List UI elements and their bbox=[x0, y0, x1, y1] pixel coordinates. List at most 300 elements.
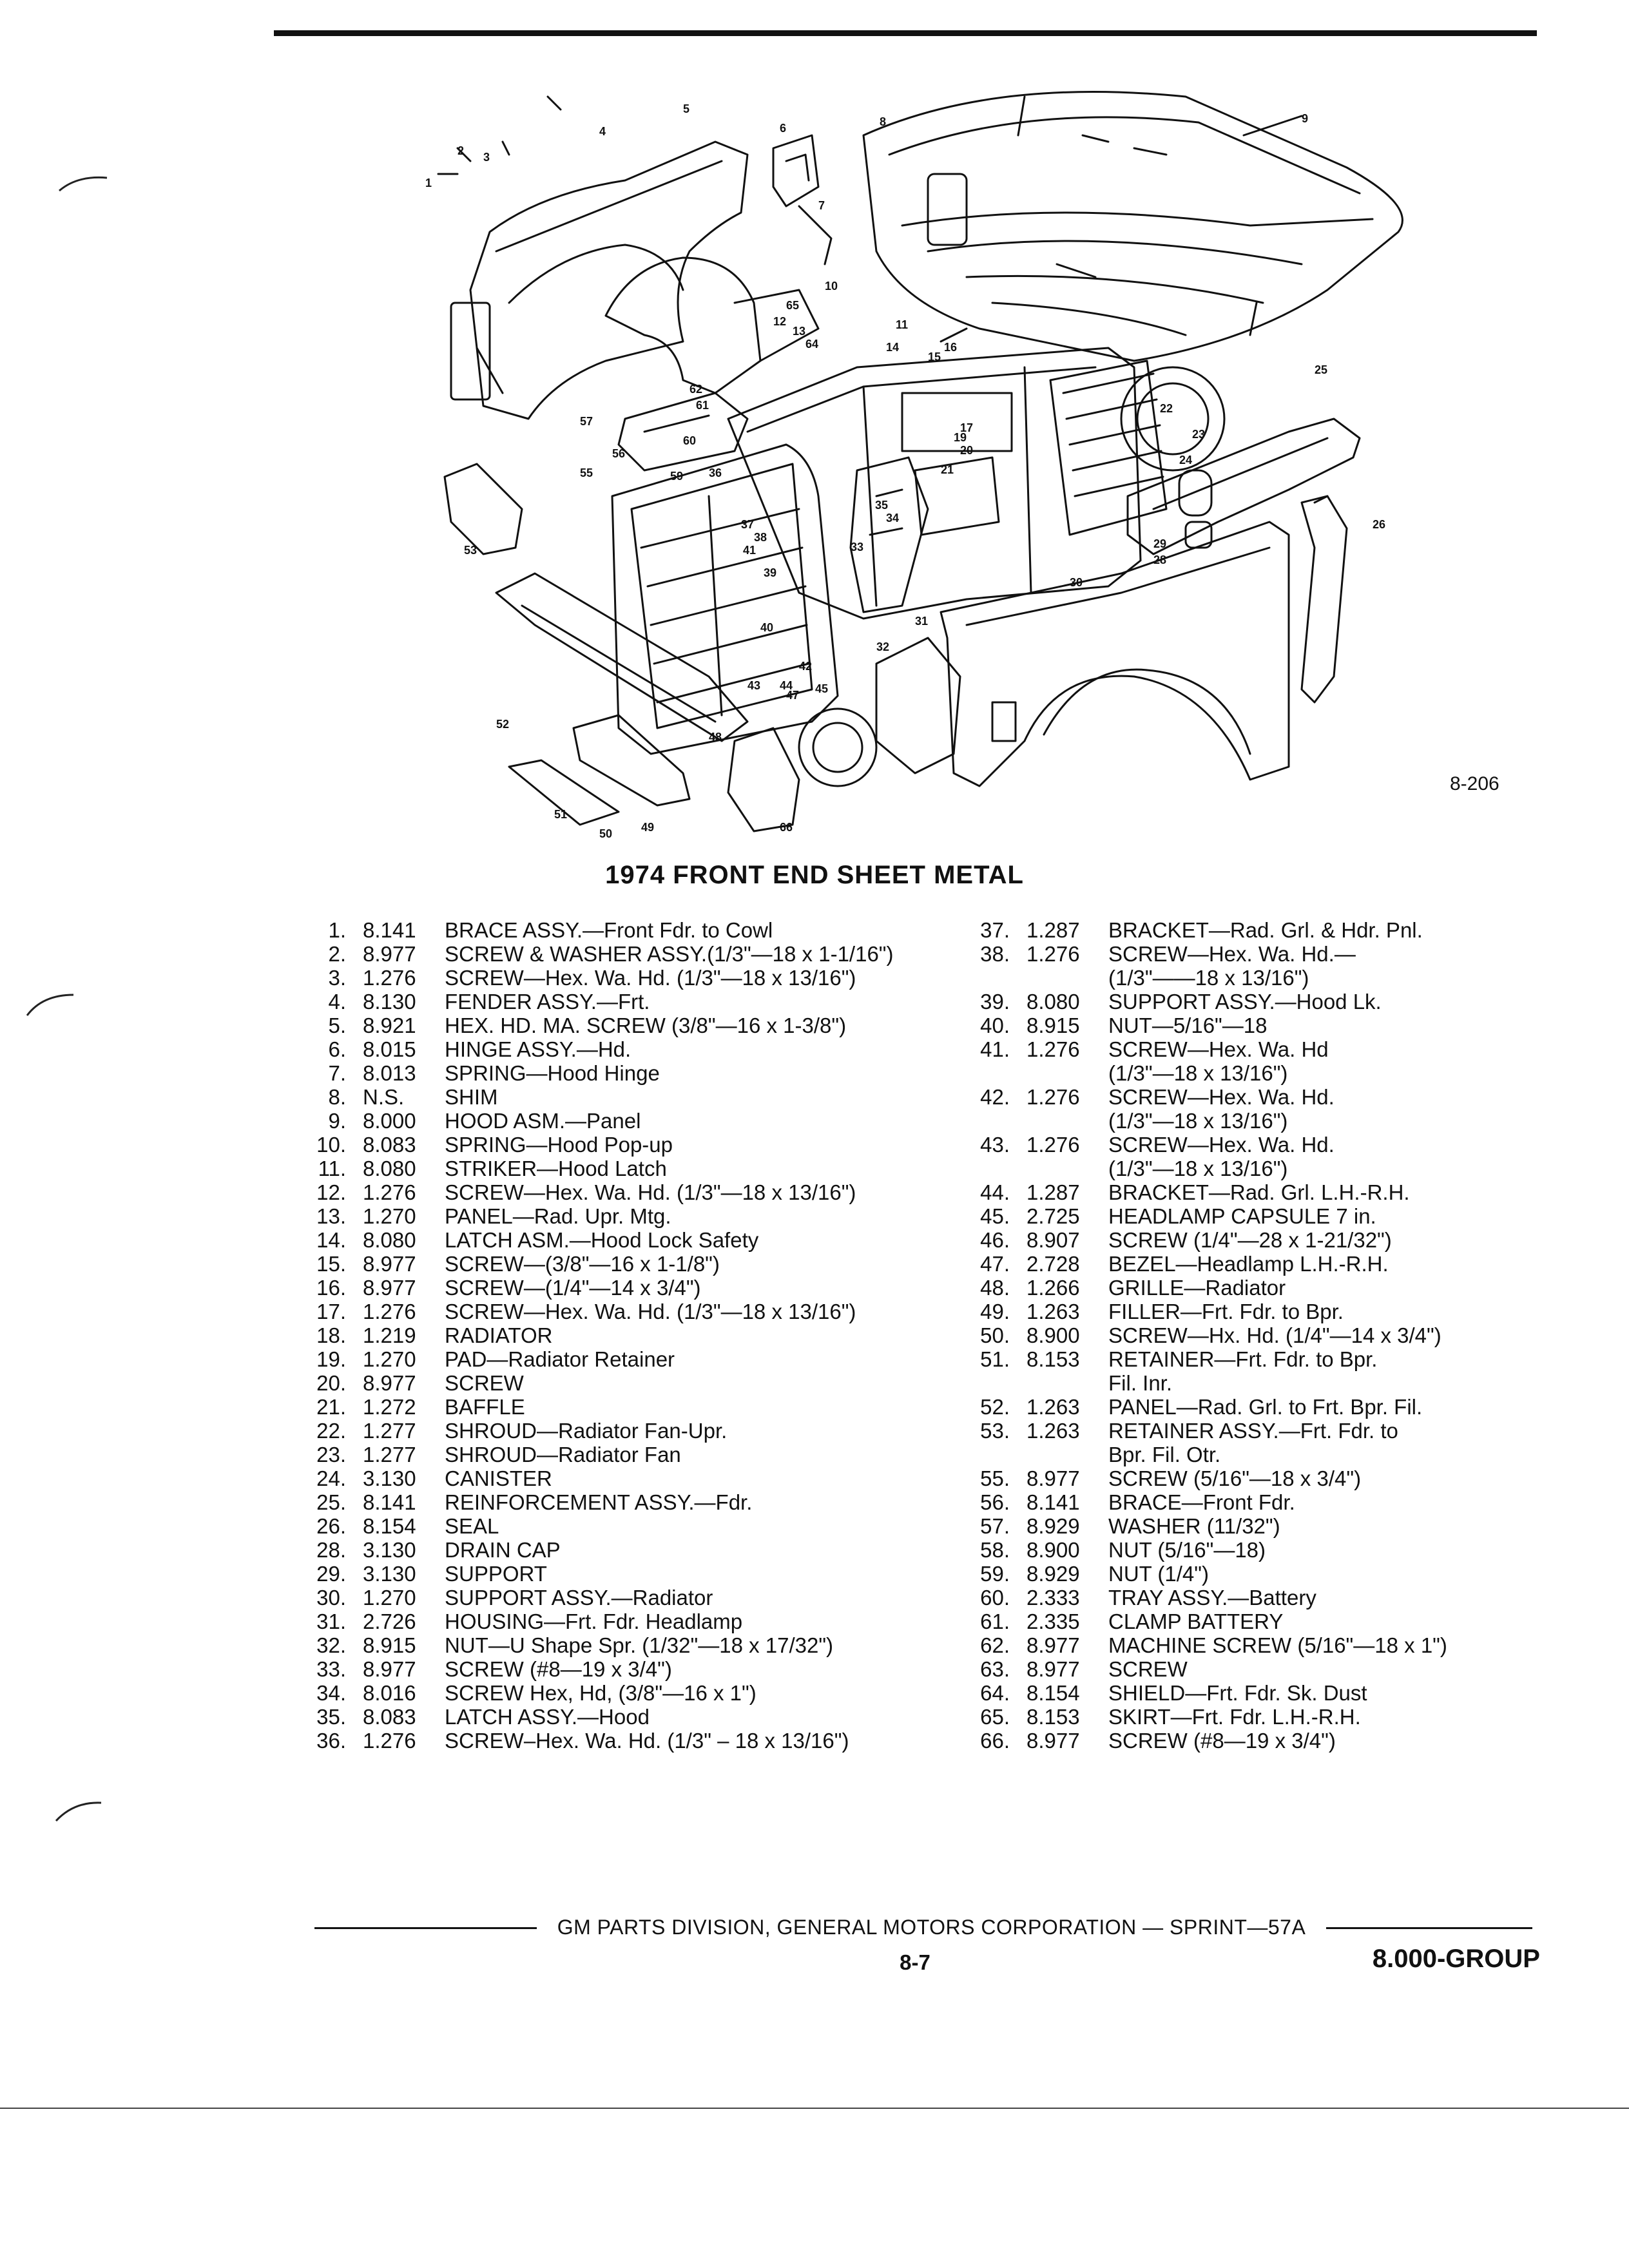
item-number: 65. bbox=[980, 1705, 1010, 1729]
item-number: 46. bbox=[980, 1228, 1010, 1252]
part-description: STRIKER—Hood Latch bbox=[445, 1157, 667, 1180]
item-number: 17. bbox=[316, 1300, 346, 1323]
item-number: 62. bbox=[980, 1633, 1010, 1657]
svg-text:44: 44 bbox=[780, 679, 793, 692]
svg-text:41: 41 bbox=[743, 544, 757, 557]
item-number: 36. bbox=[316, 1729, 346, 1753]
part-group-code: 8.080 bbox=[363, 1228, 416, 1252]
item-number: 52. bbox=[980, 1395, 1010, 1419]
part-description: LATCH ASM.—Hood Lock Safety bbox=[445, 1228, 759, 1252]
svg-text:38: 38 bbox=[754, 531, 767, 544]
item-number: 32. bbox=[316, 1633, 346, 1657]
part-description: BRACE ASSY.—Front Fdr. to Cowl bbox=[445, 918, 773, 942]
part-description: SHIELD—Frt. Fdr. Sk. Dust bbox=[1108, 1681, 1367, 1705]
svg-text:1: 1 bbox=[425, 177, 432, 189]
item-number: 7. bbox=[328, 1061, 346, 1085]
part-group-code: 1.263 bbox=[1027, 1419, 1080, 1443]
margin-mark bbox=[58, 174, 110, 193]
item-number: 18. bbox=[316, 1323, 346, 1347]
part-description: REINFORCEMENT ASSY.—Fdr. bbox=[445, 1490, 753, 1514]
svg-text:37: 37 bbox=[741, 518, 755, 531]
group-label: 8.000-GROUP bbox=[1372, 1945, 1540, 1973]
item-number: 42. bbox=[980, 1085, 1010, 1109]
part-group-code: 1.276 bbox=[363, 1300, 416, 1323]
item-number: 51. bbox=[980, 1347, 1010, 1371]
svg-text:23: 23 bbox=[1192, 428, 1206, 441]
parts-list-item bbox=[960, 1228, 1540, 1252]
hood-latch-support-illustration bbox=[851, 457, 928, 612]
part-group-code: 1.287 bbox=[1027, 918, 1080, 942]
seal-illustration bbox=[1302, 496, 1347, 702]
part-description: RADIATOR bbox=[445, 1323, 553, 1347]
item-number: 4. bbox=[328, 990, 346, 1014]
parts-list-item bbox=[296, 1252, 941, 1276]
parts-list-item bbox=[960, 1037, 1540, 1085]
part-group-code: 8.080 bbox=[1027, 990, 1080, 1014]
part-group-code: 8.915 bbox=[1027, 1014, 1080, 1037]
svg-text:39: 39 bbox=[764, 566, 777, 579]
part-group-code: 8.977 bbox=[363, 1276, 416, 1300]
part-description: SHROUD—Radiator Fan bbox=[445, 1443, 681, 1466]
parts-list-item bbox=[960, 1466, 1540, 1490]
part-description: FILLER—Frt. Fdr. to Bpr. bbox=[1108, 1300, 1344, 1323]
part-group-code: 8.080 bbox=[363, 1157, 416, 1180]
svg-text:31: 31 bbox=[915, 615, 929, 628]
item-number: 33. bbox=[316, 1657, 346, 1681]
item-number: 61. bbox=[980, 1610, 1010, 1633]
item-number: 15. bbox=[316, 1252, 346, 1276]
svg-text:4: 4 bbox=[599, 125, 606, 138]
part-group-code: 1.272 bbox=[363, 1395, 416, 1419]
parts-list-item bbox=[296, 1419, 941, 1443]
part-group-code: 1.277 bbox=[363, 1443, 416, 1466]
svg-text:53: 53 bbox=[464, 544, 477, 557]
part-description: SEAL bbox=[445, 1514, 499, 1538]
parts-list-item bbox=[960, 1180, 1540, 1204]
parts-list-item bbox=[960, 1514, 1540, 1538]
part-group-code: 8.141 bbox=[363, 1490, 416, 1514]
svg-text:30: 30 bbox=[1070, 576, 1083, 589]
item-number: 31. bbox=[316, 1610, 346, 1633]
part-group-code: 1.276 bbox=[1027, 1133, 1080, 1157]
item-number: 21. bbox=[316, 1395, 346, 1419]
parts-list-item bbox=[960, 1562, 1540, 1586]
parts-list-item bbox=[960, 1014, 1540, 1037]
parts-list-item bbox=[960, 1085, 1540, 1133]
part-group-code: 1.276 bbox=[363, 1729, 416, 1753]
svg-text:32: 32 bbox=[876, 640, 890, 653]
part-group-code: 8.083 bbox=[363, 1133, 416, 1157]
part-group-code: 2.333 bbox=[1027, 1586, 1080, 1610]
part-group-code: 2.728 bbox=[1027, 1252, 1080, 1276]
part-group-code: N.S. bbox=[363, 1085, 405, 1109]
svg-text:40: 40 bbox=[760, 621, 774, 634]
parts-list-item bbox=[296, 1443, 941, 1466]
svg-text:50: 50 bbox=[599, 827, 613, 840]
item-number: 25. bbox=[316, 1490, 346, 1514]
svg-text:17: 17 bbox=[960, 421, 974, 434]
parts-list-item bbox=[296, 1729, 941, 1753]
parts-list-item bbox=[296, 1157, 941, 1180]
part-description: SCREW & WASHER ASSY.(1/3"—18 x 1-1/16") bbox=[445, 942, 894, 966]
svg-text:57: 57 bbox=[580, 415, 593, 428]
svg-text:33: 33 bbox=[851, 541, 864, 553]
skirt-illustration bbox=[606, 258, 818, 393]
part-description: GRILLE—Radiator bbox=[1108, 1276, 1286, 1300]
parts-list-item bbox=[960, 1681, 1540, 1705]
part-description: BRACE—Front Fdr. bbox=[1108, 1490, 1295, 1514]
top-rule bbox=[274, 30, 1537, 36]
parts-list-item bbox=[296, 1514, 941, 1538]
end-retainer-illustration bbox=[445, 464, 522, 554]
part-description: NUT (1/4") bbox=[1108, 1562, 1209, 1586]
battery-tray-illustration bbox=[619, 393, 747, 470]
parts-list-item bbox=[960, 1705, 1540, 1729]
part-group-code: 8.907 bbox=[1027, 1228, 1080, 1252]
part-group-code: 1.277 bbox=[363, 1419, 416, 1443]
part-group-code: 8.977 bbox=[1027, 1466, 1080, 1490]
item-number: 2. bbox=[328, 942, 346, 966]
item-number: 41. bbox=[980, 1037, 1010, 1061]
item-number: 45. bbox=[980, 1204, 1010, 1228]
part-group-code: 3.130 bbox=[363, 1466, 416, 1490]
parts-list-item bbox=[960, 1657, 1540, 1681]
parts-list-item bbox=[960, 1300, 1540, 1323]
part-description: NUT (5/16"—18) bbox=[1108, 1538, 1266, 1562]
svg-text:48: 48 bbox=[709, 731, 722, 744]
part-group-code: 8.154 bbox=[1027, 1681, 1080, 1705]
parts-list-item bbox=[960, 1610, 1540, 1633]
parts-list-item bbox=[296, 1538, 941, 1562]
svg-text:24: 24 bbox=[1179, 454, 1193, 466]
parts-list-item bbox=[960, 1323, 1540, 1347]
part-description: SCREW–Hex. Wa. Hd. (1/3" – 18 x 13/16") bbox=[445, 1729, 849, 1753]
item-number: 22. bbox=[316, 1419, 346, 1443]
part-group-code: 8.929 bbox=[1027, 1514, 1080, 1538]
parts-list-item bbox=[296, 1323, 941, 1347]
svg-text:22: 22 bbox=[1160, 402, 1173, 415]
item-number: 55. bbox=[980, 1466, 1010, 1490]
part-group-code: 8.154 bbox=[363, 1514, 416, 1538]
parts-list-item bbox=[960, 918, 1540, 942]
part-description: SCREW—Hex. Wa. Hd.— (1/3"——18 x 13/16") bbox=[1108, 942, 1356, 990]
scan-bottom-rule bbox=[0, 2108, 1629, 2109]
item-number: 48. bbox=[980, 1276, 1010, 1300]
item-number: 44. bbox=[980, 1180, 1010, 1204]
part-description: TRAY ASSY.—Battery bbox=[1108, 1586, 1316, 1610]
parts-list-item bbox=[296, 1490, 941, 1514]
item-number: 49. bbox=[980, 1300, 1010, 1323]
svg-text:66: 66 bbox=[780, 821, 793, 834]
svg-text:28: 28 bbox=[1153, 553, 1167, 566]
item-number: 56. bbox=[980, 1490, 1010, 1514]
parts-list-item bbox=[296, 1466, 941, 1490]
parts-list-item bbox=[296, 1610, 941, 1633]
svg-text:29: 29 bbox=[1153, 537, 1167, 550]
margin-mark bbox=[26, 992, 77, 1018]
parts-list-item bbox=[960, 1204, 1540, 1228]
svg-text:42: 42 bbox=[799, 660, 813, 673]
item-number: 64. bbox=[980, 1681, 1010, 1705]
item-number: 30. bbox=[316, 1586, 346, 1610]
svg-text:21: 21 bbox=[941, 463, 954, 476]
part-description: SHROUD—Radiator Fan-Upr. bbox=[445, 1419, 728, 1443]
item-number: 38. bbox=[980, 942, 1010, 966]
item-number: 29. bbox=[316, 1562, 346, 1586]
parts-list-item bbox=[960, 1395, 1540, 1419]
part-group-code: 8.977 bbox=[363, 1371, 416, 1395]
svg-text:7: 7 bbox=[818, 199, 825, 212]
part-group-code: 8.921 bbox=[363, 1014, 416, 1037]
svg-text:36: 36 bbox=[709, 466, 722, 479]
parts-list-item bbox=[296, 1657, 941, 1681]
item-number: 9. bbox=[328, 1109, 346, 1133]
part-description: SCREW (#8—19 x 3/4") bbox=[1108, 1729, 1336, 1753]
svg-text:20: 20 bbox=[960, 444, 974, 457]
part-description: RETAINER—Frt. Fdr. to Bpr. Fil. Inr. bbox=[1108, 1347, 1378, 1395]
part-description: HEADLAMP CAPSULE 7 in. bbox=[1108, 1204, 1376, 1228]
part-description: SCREW—Hex. Wa. Hd. (1/3"—18 x 13/16") bbox=[445, 966, 856, 990]
figure-number: 8-206 bbox=[1450, 773, 1499, 794]
part-group-code: 8.929 bbox=[1027, 1562, 1080, 1586]
parts-list-item bbox=[296, 1133, 941, 1157]
part-description: HOOD ASM.—Panel bbox=[445, 1109, 641, 1133]
parts-list-item bbox=[296, 1228, 941, 1252]
part-group-code: 8.130 bbox=[363, 990, 416, 1014]
part-group-code: 8.977 bbox=[363, 942, 416, 966]
part-group-code: 8.977 bbox=[1027, 1633, 1080, 1657]
parts-list-item bbox=[296, 918, 941, 942]
part-description: SCREW (1/4"—28 x 1-21/32") bbox=[1108, 1228, 1392, 1252]
parts-list-left bbox=[296, 918, 941, 1753]
parts-list-item bbox=[960, 1729, 1540, 1753]
part-description: SHIM bbox=[445, 1085, 498, 1109]
item-number: 58. bbox=[980, 1538, 1010, 1562]
item-number: 47. bbox=[980, 1252, 1010, 1276]
parts-list-item bbox=[296, 1562, 941, 1586]
part-group-code: 1.270 bbox=[363, 1347, 416, 1371]
svg-text:35: 35 bbox=[875, 499, 889, 512]
item-number: 50. bbox=[980, 1323, 1010, 1347]
parts-list-item bbox=[960, 1133, 1540, 1180]
item-number: 43. bbox=[980, 1133, 1010, 1157]
left-fender-illustration bbox=[451, 142, 747, 419]
parts-list-item bbox=[960, 942, 1540, 990]
part-group-code: 2.725 bbox=[1027, 1204, 1080, 1228]
svg-text:65: 65 bbox=[786, 299, 800, 312]
svg-text:16: 16 bbox=[944, 341, 958, 354]
headlamp-illustration bbox=[728, 638, 960, 831]
item-number: 57. bbox=[980, 1514, 1010, 1538]
svg-text:47: 47 bbox=[786, 689, 800, 702]
part-description: SCREW—Hex. Wa. Hd. (1/3"—18 x 13/16") bbox=[1108, 1085, 1335, 1133]
svg-text:15: 15 bbox=[928, 351, 941, 363]
part-description: CANISTER bbox=[445, 1466, 552, 1490]
item-number: 34. bbox=[316, 1681, 346, 1705]
item-number: 28. bbox=[316, 1538, 346, 1562]
svg-text:43: 43 bbox=[747, 679, 761, 692]
svg-text:34: 34 bbox=[886, 512, 900, 524]
svg-text:25: 25 bbox=[1315, 363, 1328, 376]
part-description: HEX. HD. MA. SCREW (3/8"—16 x 1-3/8") bbox=[445, 1014, 847, 1037]
svg-text:59: 59 bbox=[670, 470, 684, 483]
parts-list-item bbox=[960, 1538, 1540, 1562]
item-number: 6. bbox=[328, 1037, 346, 1061]
part-description: SUPPORT ASSY.—Hood Lk. bbox=[1108, 990, 1382, 1014]
svg-text:8: 8 bbox=[880, 115, 887, 128]
page-title: 1974 FRONT END SHEET METAL bbox=[605, 861, 1024, 889]
item-number: 24. bbox=[316, 1466, 346, 1490]
svg-text:6: 6 bbox=[780, 122, 787, 135]
svg-text:55: 55 bbox=[580, 466, 593, 479]
part-description: NUT—5/16"—18 bbox=[1108, 1014, 1268, 1037]
part-group-code: 1.276 bbox=[1027, 942, 1080, 966]
part-description: SCREW (#8—19 x 3/4") bbox=[445, 1657, 672, 1681]
item-number: 16. bbox=[316, 1276, 346, 1300]
item-number: 66. bbox=[980, 1729, 1010, 1753]
part-description: SCREW—(1/4"—14 x 3/4") bbox=[445, 1276, 701, 1300]
svg-text:12: 12 bbox=[773, 315, 787, 328]
svg-text:14: 14 bbox=[886, 341, 900, 354]
svg-text:60: 60 bbox=[683, 434, 697, 447]
margin-mark bbox=[55, 1798, 106, 1823]
svg-text:62: 62 bbox=[689, 383, 703, 396]
parts-list-right bbox=[960, 918, 1540, 1753]
parts-list-item bbox=[296, 1085, 941, 1109]
svg-text:2: 2 bbox=[458, 144, 465, 157]
item-number: 19. bbox=[316, 1347, 346, 1371]
part-group-code: 8.083 bbox=[363, 1705, 416, 1729]
part-description: BEZEL—Headlamp L.H.-R.H. bbox=[1108, 1252, 1389, 1276]
item-number: 11. bbox=[318, 1157, 346, 1180]
part-description: SCREW bbox=[445, 1371, 524, 1395]
item-number: 53. bbox=[980, 1419, 1010, 1443]
part-group-code: 8.900 bbox=[1027, 1538, 1080, 1562]
part-description: LATCH ASSY.—Hood bbox=[445, 1705, 650, 1729]
parts-list-item bbox=[296, 1061, 941, 1085]
part-description: SCREW—Hx. Hd. (1/4"—14 x 3/4") bbox=[1108, 1323, 1441, 1347]
part-description: SPRING—Hood Hinge bbox=[445, 1061, 660, 1085]
parts-list-item bbox=[960, 1586, 1540, 1610]
parts-list-item bbox=[296, 1705, 941, 1729]
svg-text:9: 9 bbox=[1302, 112, 1309, 125]
part-description: BRACKET—Rad. Grl. & Hdr. Pnl. bbox=[1108, 918, 1423, 942]
grille-illustration bbox=[612, 445, 838, 754]
parts-list-item bbox=[296, 1037, 941, 1061]
svg-text:26: 26 bbox=[1373, 518, 1386, 531]
svg-text:3: 3 bbox=[483, 151, 490, 164]
part-group-code: 8.016 bbox=[363, 1681, 416, 1705]
parts-list-item bbox=[960, 1419, 1540, 1466]
part-group-code: 1.276 bbox=[363, 966, 416, 990]
page-number: 8-7 bbox=[900, 1950, 930, 1974]
item-number: 20. bbox=[316, 1371, 346, 1395]
parts-list-item bbox=[296, 1014, 941, 1037]
part-group-code: 1.270 bbox=[363, 1586, 416, 1610]
item-number: 26. bbox=[316, 1514, 346, 1538]
part-group-code: 8.915 bbox=[363, 1633, 416, 1657]
filler-illustration bbox=[509, 715, 689, 825]
footer-publisher: GM PARTS DIVISION, GENERAL MOTORS CORPORATION — SPRINT—57A bbox=[557, 1916, 1306, 1939]
svg-text:64: 64 bbox=[805, 338, 819, 351]
parts-list-item bbox=[296, 1180, 941, 1204]
hood-illustration bbox=[863, 92, 1402, 361]
part-group-code: 3.130 bbox=[363, 1562, 416, 1586]
part-group-code: 1.276 bbox=[1027, 1085, 1080, 1109]
part-description: SCREW—Hex. Wa. Hd (1/3"—18 x 13/16") bbox=[1108, 1037, 1329, 1085]
parts-list-item bbox=[296, 942, 941, 966]
part-description: HINGE ASSY.—Hd. bbox=[445, 1037, 631, 1061]
item-number: 12. bbox=[316, 1180, 346, 1204]
part-description: NUT—U Shape Spr. (1/32"—18 x 17/32") bbox=[445, 1633, 834, 1657]
part-description: SCREW (5/16"—18 x 3/4") bbox=[1108, 1466, 1362, 1490]
svg-text:11: 11 bbox=[896, 318, 909, 331]
part-description: SCREW bbox=[1108, 1657, 1188, 1681]
part-description: SUPPORT ASSY.—Radiator bbox=[445, 1586, 713, 1610]
svg-text:52: 52 bbox=[496, 718, 510, 731]
part-group-code: 8.153 bbox=[1027, 1705, 1080, 1729]
parts-list-item bbox=[960, 990, 1540, 1014]
right-fender-illustration bbox=[941, 522, 1289, 786]
parts-list-item bbox=[296, 1395, 941, 1419]
part-group-code: 8.977 bbox=[363, 1252, 416, 1276]
part-description: CLAMP BATTERY bbox=[1108, 1610, 1284, 1633]
parts-list-item bbox=[296, 1633, 941, 1657]
part-group-code: 1.263 bbox=[1027, 1395, 1080, 1419]
item-number: 23. bbox=[316, 1443, 346, 1466]
part-group-code: 1.276 bbox=[1027, 1037, 1080, 1061]
svg-text:13: 13 bbox=[793, 325, 806, 338]
parts-list-item bbox=[296, 1204, 941, 1228]
part-group-code: 1.287 bbox=[1027, 1180, 1080, 1204]
part-description: BRACKET—Rad. Grl. L.H.-R.H. bbox=[1108, 1180, 1410, 1204]
part-description: PAD—Radiator Retainer bbox=[445, 1347, 675, 1371]
part-group-code: 8.977 bbox=[363, 1657, 416, 1681]
part-description: SCREW—Hex. Wa. Hd. (1/3"—18 x 13/16") bbox=[445, 1300, 856, 1323]
part-description: SPRING—Hood Pop-up bbox=[445, 1133, 673, 1157]
parts-list-item bbox=[296, 1300, 941, 1323]
part-group-code: 1.266 bbox=[1027, 1276, 1080, 1300]
part-group-code: 8.000 bbox=[363, 1109, 416, 1133]
part-group-code: 1.270 bbox=[363, 1204, 416, 1228]
footer-rule-right bbox=[1326, 1927, 1532, 1929]
part-description: SUPPORT bbox=[445, 1562, 547, 1586]
exploded-parts-diagram bbox=[412, 58, 1521, 850]
item-number: 13. bbox=[316, 1204, 346, 1228]
item-number: 10. bbox=[316, 1133, 346, 1157]
parts-list-item bbox=[960, 1347, 1540, 1395]
parts-list-item bbox=[296, 966, 941, 990]
part-group-code: 1.219 bbox=[363, 1323, 416, 1347]
part-group-code: 8.900 bbox=[1027, 1323, 1080, 1347]
item-number: 5. bbox=[328, 1014, 346, 1037]
item-number: 37. bbox=[980, 918, 1010, 942]
parts-list-item bbox=[296, 990, 941, 1014]
svg-text:19: 19 bbox=[954, 431, 967, 444]
part-group-code: 1.263 bbox=[1027, 1300, 1080, 1323]
part-group-code: 8.977 bbox=[1027, 1657, 1080, 1681]
svg-text:56: 56 bbox=[612, 447, 626, 460]
svg-text:51: 51 bbox=[554, 808, 568, 821]
item-number: 40. bbox=[980, 1014, 1010, 1037]
part-description: PANEL—Rad. Upr. Mtg. bbox=[445, 1204, 671, 1228]
part-description: RETAINER ASSY.—Frt. Fdr. to Bpr. Fil. Otr. bbox=[1108, 1419, 1398, 1466]
part-description: SCREW—(3/8"—16 x 1-1/8") bbox=[445, 1252, 720, 1276]
item-number: 8. bbox=[328, 1085, 346, 1109]
item-number: 63. bbox=[980, 1657, 1010, 1681]
part-group-code: 3.130 bbox=[363, 1538, 416, 1562]
svg-text:10: 10 bbox=[825, 280, 838, 293]
